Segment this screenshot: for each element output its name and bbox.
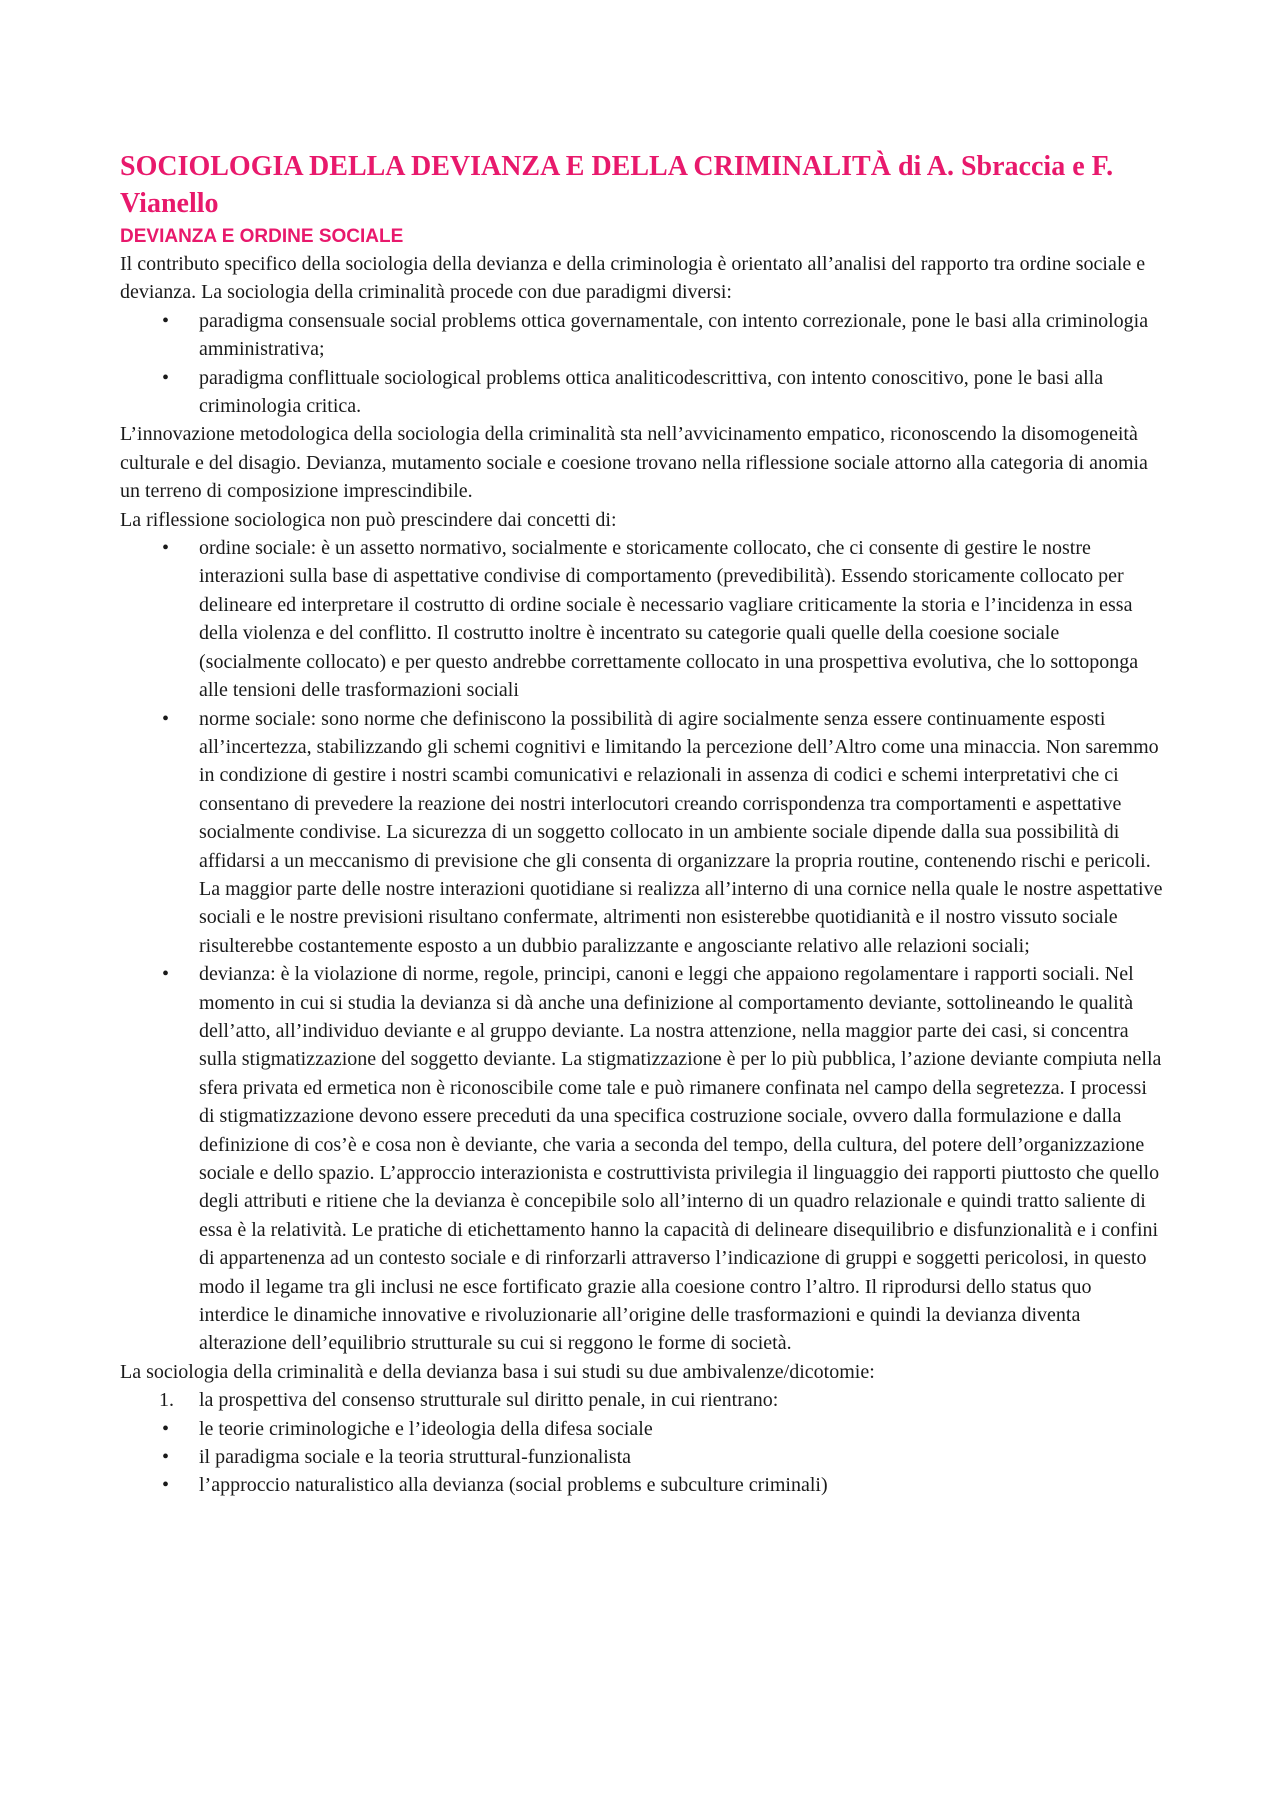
section-heading: DEVIANZA E ORDINE SOCIALE	[120, 226, 404, 247]
list-item	[120, 1443, 1165, 1471]
paradigm-text: paradigma consensuale social problems ottica governamentale, con intento correzionale, pone le basi alla criminologia amministrativa;	[199, 309, 1149, 361]
concept-text: ordine sociale: è un assetto normativo, socialmente e storicamente collocato, che ci consente di gestire le nostre interazioni sulla base di aspettative condivise di comportamento (prevedibilità). Essendo storicamente collocato per delineare ed interpretare il costrutto di ordine sociale è necessario vagliare criticamente la storia e l’incidenza in essa della violenza e del conflitto. Il costrutto inoltre è incentrato su categorie quali quelle della coesione sociale (socialmente collocato) e per questo andrebbe correttamente collocato in una prospettiva evolutiva, che lo sottoponga alle tensioni delle trasformazioni sociali	[199, 537, 1139, 702]
concepts-list	[120, 534, 1165, 1358]
list-item	[120, 1386, 1165, 1414]
bullet-icon: •	[162, 309, 170, 332]
list-item	[120, 364, 1165, 421]
bullet-icon: •	[162, 963, 170, 986]
consensus-text: il paradigma sociale e la teoria struttural-funzionalista	[199, 1446, 632, 1469]
bullet-icon: •	[162, 366, 170, 389]
concept-text: devianza: è la violazione di norme, regole, principi, canoni e leggi che appaiono regolamentare i rapporti sociali. Nel momento in cui si studia la devianza si dà anche una definizione al comportamento deviante, sottolineando le qualità dell’atto, all’individuo deviante e al gruppo deviante. La nostra attenzione, nella maggior parte dei casi, si concentra sulla stigmatizzazione del soggetto deviante. La stigmatizzazione è per lo più pubblica, l’azione deviante compiuta nella sfera privata ed ermetica non è riconoscibile come tale e può rimanere confinata nel campo della segretezza. I processi di stigmatizzazione devono essere preceduti da una specifica costruzione sociale, ovvero dalla formulazione e dalla definizione di cos’è e cosa non è deviante, che varia a seconda del tempo, della cultura, del potere dell’organizzazione sociale e dello spazio. L’approccio interazionista e costruttivista privilegia il linguaggio dei rapporti piuttosto che quello degli attributi e ritiene che la devianza è concepibile solo all’interno di un quadro relazionale e quindi tratto saliente di essa è la relatività. Le pratiche di etichettamento hanno la capacità di delineare disequilibrio e disfunzionalità e i confini di appartenenza ad un contesto sociale e di rinforzarli attraverso l’indicazione di gruppi e soggetti pericolosi, in questo modo il legame tra gli inclusi ne esce fortificato grazie alla coesione contro l’altro. Il riprodursi dello status quo interdice le dinamiche innovative e rivoluzionarie all’origine delle trasformazioni e quindi la devianza diventa alterazione dell’equilibrio strutturale su cui si reggono le forme di società.	[199, 963, 1162, 1355]
bullet-icon: •	[162, 1446, 170, 1469]
list-item	[120, 1415, 1165, 1443]
bullet-icon: •	[162, 1474, 170, 1497]
dichotomy-text: la prospettiva del consenso strutturale sul diritto penale, in cui rientrano:	[199, 1389, 779, 1412]
concept-text: norme sociale: sono norme che definiscono la possibilità di agire socialmente senza essere continuamente esposti all’incertezza, stabilizzando gli schemi cognitivi e limitando la percezione dell’Altro come una minaccia. Non saremmo in condizione di gestire i nostri scambi comunicativi e relazionali in assenza di codici e schemi interpretativi che ci consentano di prevedere la reazione dei nostri interlocutori creando corrispondenza tra comportamenti e aspettative socialmente condivise. La sicurezza di un soggetto collocato in un ambiente sociale dipende dalla sua possibilità di affidarsi a un meccanismo di previsione che gli consenta di organizzare la propria routine, contenendo rischi e pericoli. La maggior parte delle nostre interazioni quotidiane si realizza all’interno di una cornice nella quale le nostre aspettative sociali e le nostre previsioni risultano confermate, altrimenti non esisterebbe quotidianità e il nostro vissuto sociale risulterebbe costantemente esposto a un dubbio paralizzante e angosciante relativo alle relazioni sociali;	[199, 707, 1163, 957]
consensus-text: le teorie criminologiche e l’ideologia della difesa sociale	[199, 1417, 653, 1440]
bullet-icon: •	[162, 537, 170, 560]
dichotomies-list	[120, 1386, 1165, 1414]
list-number: 1.	[159, 1389, 174, 1412]
document-title: SOCIOLOGIA DELLA DEVIANZA E DELLA CRIMINALITÀ di A. Sbraccia e F. Vianello	[120, 151, 1114, 219]
bullet-icon: •	[162, 707, 170, 730]
concepts-intro: La riflessione sociologica non può prescindere dai concetti di:	[120, 508, 617, 531]
list-item	[120, 1471, 1165, 1499]
paradigms-list	[120, 307, 1165, 421]
consensus-list	[120, 1415, 1165, 1500]
list-item	[120, 960, 1165, 1358]
dichotomies-intro: La sociologia della criminalità e della devianza basa i sui studi su due ambivalenze/dicotomie:	[120, 1360, 875, 1383]
bullet-icon: •	[162, 1417, 170, 1440]
paradigm-text: paradigma conflittuale sociological problems ottica analiticodescrittiva, con intento conoscitivo, pone le basi alla criminologia critica.	[199, 366, 1104, 418]
intro-paragraph: Il contributo specifico della sociologia della devianza e della criminologia è orientato all’analisi del rapporto tra ordine sociale e devianza. La sociologia della criminalità procede con due paradigmi diversi:	[120, 253, 1146, 304]
list-item	[120, 307, 1165, 364]
innovation-paragraph: L’innovazione metodologica della sociologia della criminalità sta nell’avvicinamento empatico, riconoscendo la disomogeneità culturale e del disagio. Devianza, mutamento sociale e coesione trovano nella riflessione sociale attorno alla categoria di anomia un terreno di composizione imprescindibile.	[120, 423, 1148, 503]
consensus-text: l’approccio naturalistico alla devianza (social problems e subculture criminali)	[199, 1474, 828, 1497]
list-item	[120, 705, 1165, 961]
document-page	[120, 148, 1165, 1500]
list-item	[120, 534, 1165, 704]
